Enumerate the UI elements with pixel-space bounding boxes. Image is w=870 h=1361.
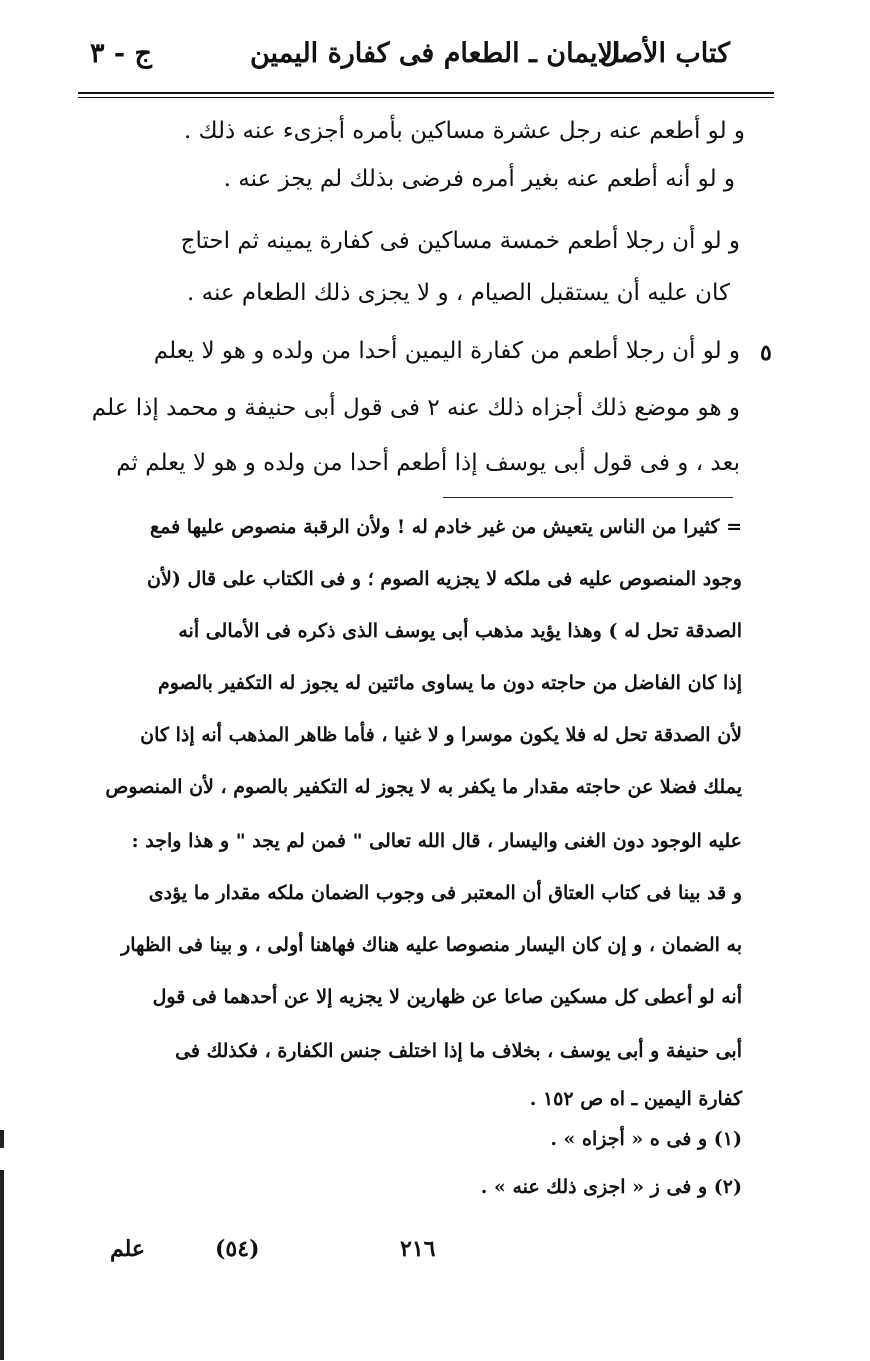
footnote-separator bbox=[443, 497, 733, 498]
footnote-line: يملك فضلا عن حاجته مقدار ما يكفر به لا يجوز له التكفير بالصوم ، لأن المنصوص bbox=[105, 776, 742, 798]
main-text-line: كان عليه أن يستقبل الصيام ، و لا يجزى ذلك الطعام عنه . bbox=[187, 280, 730, 306]
main-text-line: و هو موضع ذلك أجزاه ذلك عنه ٢ فى قول أبى حنيفة و محمد إذا علم bbox=[91, 395, 740, 421]
main-text-line: بعد ، و فى قول أبى يوسف إذا أطعم أحدا من ولده و هو لا يعلم ثم bbox=[116, 450, 740, 476]
main-text-line: و لو أنه أطعم عنه بغير أمره فرضى بذلك لم يجز عنه . bbox=[223, 166, 735, 192]
footnote-line: = كثيرا من الناس يتعيش من غير خادم له ! ولأن الرقبة منصوص عليها فمع bbox=[149, 516, 742, 538]
main-text-line: و لو أن رجلا أطعم خمسة مساكين فى كفارة يمينه ثم احتاج bbox=[180, 228, 740, 254]
margin-line-number: ٥ bbox=[760, 340, 772, 366]
footnote-line: وجود المنصوص عليه فى ملكه لا يجزيه الصوم ؛ و فى الكتاب على قال (لأن bbox=[147, 568, 742, 590]
scan-edge-mark bbox=[0, 1170, 4, 1360]
footnote-line: به الضمان ، و إن كان اليسار منصوصا عليه هناك فهاهنا أولى ، و بينا فى الظهار bbox=[121, 934, 742, 956]
footnote-ref-1: (١) و فى ه « أجزاه » . bbox=[550, 1128, 742, 1150]
main-text-line: و لو أن رجلا أطعم من كفارة اليمين أحدا من ولده و هو لا يعلم bbox=[153, 338, 740, 364]
footnote-line: أنه لو أعطى كل مسكين صاعا عن ظهارين لا يجزيه إلا عن أحدهما فى قول bbox=[152, 986, 742, 1008]
header-chapter-title: الايمان ـ الطعام فى كفارة اليمين bbox=[250, 38, 621, 69]
footnote-line: لأن الصدقة تحل له فلا يكون موسرا و لا غنيا ، فأما ظاهر المذهب أنه إذا كان bbox=[140, 724, 742, 746]
footnote-ref-2: (٢) و فى ز « اجزى ذلك عنه » . bbox=[480, 1176, 742, 1198]
footnote-line: عليه الوجود دون الغنى واليسار ، قال الله تعالى " فمن لم يجد " و هذا واجد : bbox=[131, 830, 742, 852]
header-rule-thin bbox=[78, 97, 774, 98]
main-text-line: و لو أطعم عنه رجل عشرة مساكين بأمره أجزىء عنه ذلك . bbox=[183, 118, 745, 144]
footnote-line: إذا كان الفاضل من حاجته دون ما يساوى مائتين له يجوز له التكفير بالصوم bbox=[158, 672, 742, 694]
header-rule-thick bbox=[78, 92, 774, 94]
footnote-line: الصدقة تحل له ) وهذا يؤيد مذهب أبى يوسف الذى ذكره فى الأمالى أنه bbox=[178, 620, 742, 642]
header-volume: ج - ٣ bbox=[90, 38, 152, 69]
footnote-line: أبى حنيفة و أبى يوسف ، بخلاف ما إذا اختلف جنس الكفارة ، فكذلك فى bbox=[175, 1040, 742, 1062]
header-book-title: كتاب الأصل bbox=[599, 38, 730, 69]
page-number: ٢١٦ bbox=[400, 1236, 436, 1262]
footer-signature-number: (٥٤) bbox=[215, 1236, 260, 1262]
footnote-line: كفارة اليمين ـ اه ص ١٥٢ . bbox=[529, 1088, 742, 1110]
footnote-line: و قد بينا فى كتاب العتاق أن المعتبر فى وجوب الضمان ملكه مقدار ما يؤدى bbox=[148, 882, 742, 904]
scan-edge-mark bbox=[0, 1130, 4, 1148]
footer-signature-code: علم bbox=[110, 1236, 146, 1262]
running-header bbox=[80, 38, 730, 88]
